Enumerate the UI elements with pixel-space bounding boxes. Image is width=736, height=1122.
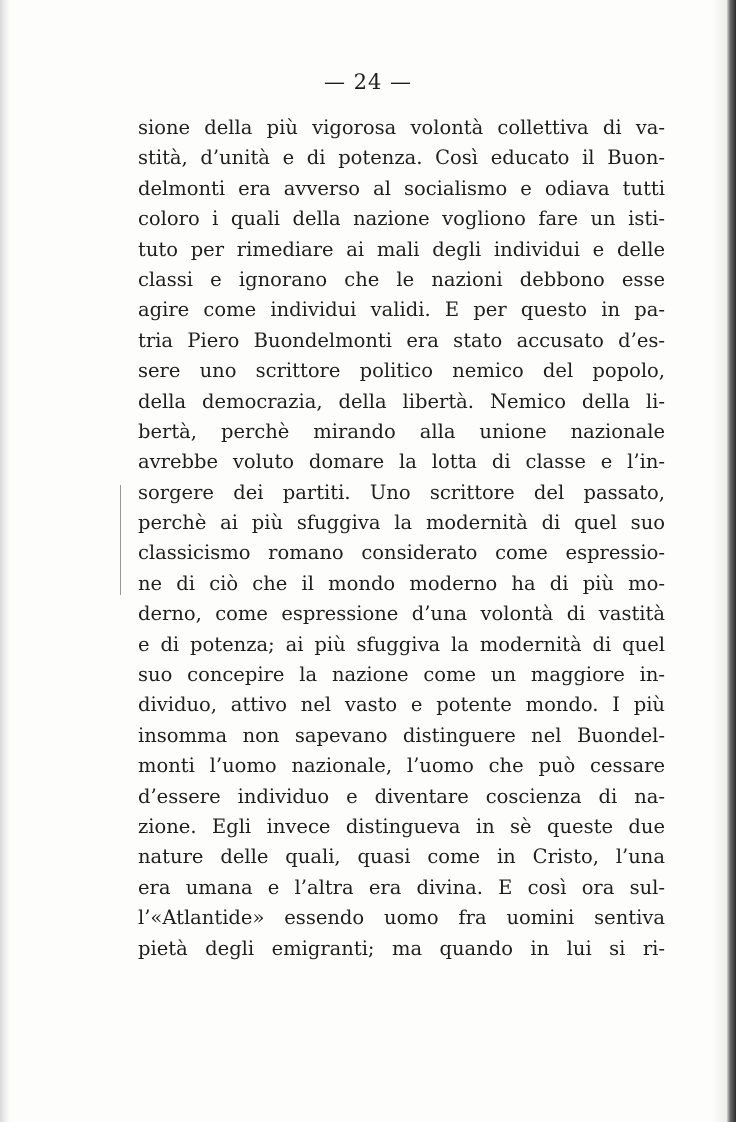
text-line: suo concepire la nazione come un maggiore in- [138,663,665,687]
text-line: e di potenza; ai più sfuggiva la modernità di quel [138,632,665,656]
text-line: monti l’uomo nazionale, l’uomo che può cessare [138,754,665,778]
page-gutter-left [0,0,10,1122]
text-line: della democrazia, della libertà. Nemico della li- [138,389,665,413]
text-line: bertà, perchè mirando alla unione nazionale [138,419,665,443]
text-line: delmonti era avverso al socialismo e odiava tutti [138,176,665,200]
text-line: avrebbe voluto domare la lotta di classe e l’in- [138,450,665,474]
text-line: sorgere dei partiti. Uno scrittore del passato, [138,480,665,504]
text-line: ne di ciò che il mondo moderno ha di più mo- [138,571,665,595]
text-line: perchè ai più sfuggiva la modernità di quel suo [138,511,665,535]
text-line: tuto per rimediare ai mali degli individui e delle [138,237,665,261]
text-line: classicismo romano considerato come espressio- [138,541,665,565]
text-line: derno, come espressione d’una volontà di vastità [138,602,665,626]
text-line: dividuo, attivo nel vasto e potente mondo. I più [138,693,665,717]
text-line: nature delle quali, quasi come in Cristo, l’una [138,845,665,869]
text-line: stità, d’unità e di potenza. Così educato il Buon- [138,146,665,170]
text-line: sione della più vigorosa volontà collettiva di va- [138,116,665,139]
text-line: insomma non sapevano distinguere nel Buondel- [138,723,665,747]
text-line: sere uno scrittore politico nemico del popolo, [138,359,665,383]
text-line: era umana e l’altra era divina. E così ora sul- [138,875,665,899]
text-line: zione. Egli invece distingueva in sè queste due [138,814,665,838]
text-line: coloro i quali della nazione vogliono fare un isti- [138,207,665,231]
text-line: l’«Atlantide» essendo uomo fra uomini sentiva [138,906,665,930]
page-edge-shadow [712,0,726,1122]
margin-mark [120,485,121,595]
text-line: classi e ignorano che le nazioni debbono esse [138,267,665,291]
text-line: d’essere individuo e diventare coscienza di na- [138,784,665,808]
text-line: pietà degli emigranti; ma quando in lui si ri- [138,936,665,960]
body-text [138,113,665,964]
text-line: agire come individui validi. E per questo in pa- [138,298,665,322]
page-number: — 24 — [323,70,413,94]
text-line: tria Piero Buondelmonti era stato accusato d’es- [138,328,665,352]
page-edge-right [726,0,736,1122]
